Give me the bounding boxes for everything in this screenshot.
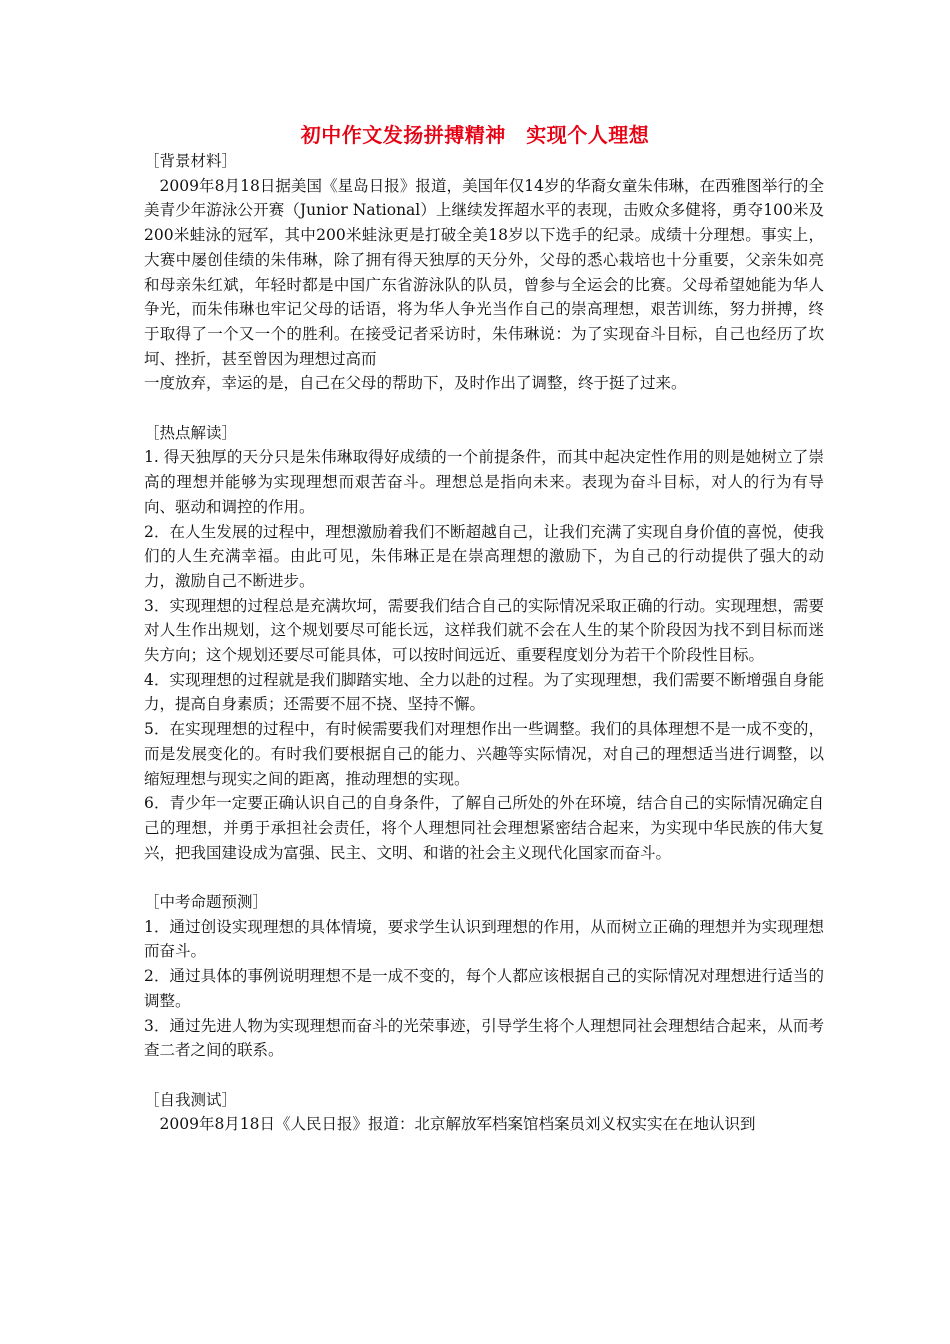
spacer — [144, 1063, 824, 1088]
spacer — [144, 396, 824, 421]
paragraph-forecast-1: 1．通过创设实现理想的具体情境，要求学生认识到理想的作用，从而树立正确的理想并为实现理想而奋斗。 — [144, 917, 824, 961]
document-body — [144, 149, 824, 1137]
paragraph-analysis-3: 3．实现理想的过程总是充满坎坷，需要我们结合自己的实际情况采取正确的行动。实现理想，需要对人生作出规划，这个规划要尽可能长远，这样我们就不会在人生的某个阶段因为找不到目标而迷失方向；这个规划还要尽可能具体，可以按时间远近、重要程度划分为若干个阶段性目标。 — [144, 596, 824, 665]
paragraph-forecast-2: 2．通过具体的事例说明理想不是一成不变的，每个人都应该根据自己的实际情况对理想进行适当的调整。 — [144, 967, 824, 1010]
paragraph-analysis-5: 5．在实现理想的过程中，有时候需要我们对理想作出一些调整。我们的具体理想不是一成不变的，而是发展变化的。有时我们要根据自己的能力、兴趣等实际情况，对自己的理想适当进行调整，以缩短理想与现实之间的距离，推动理想的实现。 — [144, 720, 824, 788]
section-heading-forecast: ［中考命题预测］ — [144, 893, 269, 912]
spacer — [144, 865, 824, 890]
paragraph-background-1: 2009年8月18日据美国《星岛日报》报道，美国年仅14岁的华裔女童朱伟琳，在西雅图举行的全美青少年游泳公开赛（Junior National）上继续发挥超水平的表现，击败众多健将，勇夺100米及200米蛙泳的冠军，其中200米蛙泳更是打破全美18岁以下选手的纪录。成绩十分理想。事实上，大赛中屡创佳绩的朱伟琳，除了拥有得天独厚的天分外，父母的悉心栽培也十分重要，父亲朱如亮和母亲朱红斌，年轻时都是中国广东省游泳队的队员，曾参与全运会的比赛。父母希望她能为华人争光，而朱伟琳也牢记父母的话语，将为华人争光当作自己的崇高理想，艰苦训练，努力拼搏，终于取得了一个又一个的胜利。在接受记者采访时，朱伟琳说：为了实现奋斗目标，自己也经历了坎坷、挫折，甚至曾因为理想过高而 — [144, 176, 824, 368]
paragraph-background-2: 一度放弃，幸运的是，自己在父母的帮助下，及时作出了调整，终于挺了过来。 — [144, 374, 687, 393]
paragraph-analysis-2: 2．在人生发展的过程中，理想激励着我们不断超越自己，让我们充满了实现自身价值的喜悦，使我们的人生充满幸福。由此可见，朱伟琳正是在崇高理想的激励下，为自己的行动提供了强大的动力，激励自己不断进步。 — [144, 522, 824, 590]
section-heading-analysis: ［热点解读］ — [144, 423, 238, 442]
paragraph-selftest-1: 2009年8月18日《人民日报》报道：北京解放军档案馆档案员刘义权实实在在地认识到 — [144, 1115, 756, 1134]
paragraph-analysis-1: 1. 得天独厚的天分只是朱伟琳取得好成绩的一个前提条件，而其中起决定性作用的则是她树立了崇高的理想并能够为实现理想而艰苦奋斗。理想总是指向未来。表现为奋斗目标，对人的行为有导向、驱动和调控的作用。 — [144, 448, 824, 516]
paragraph-analysis-4: 4．实现理想的过程就是我们脚踏实地、全力以赴的过程。为了实现理想，我们需要不断增强自身能力，提高自身素质；还需要不屈不挠、坚持不懈。 — [144, 670, 824, 714]
section-heading-background: ［背景材料］ — [144, 152, 238, 170]
paragraph-forecast-3: 3．通过先进人物为实现理想而奋斗的光荣事迹，引导学生将个人理想同社会理想结合起来，从而考查二者之间的联系。 — [144, 1016, 824, 1060]
section-heading-selftest: ［自我测试］ — [144, 1090, 238, 1109]
document-title: 初中作文发扬拼搏精神 实现个人理想 — [300, 123, 650, 147]
paragraph-analysis-6: 6．青少年一定要正确认识自己的自身条件，了解自己所处的外在环境，结合自己的实际情况确定自己的理想，并勇于承担社会责任，将个人理想同社会理想紧密结合起来，为实现中华民族的伟大复兴，把我国建设成为富强、民主、文明、和谐的社会主义现代化国家而奋斗。 — [144, 794, 824, 862]
